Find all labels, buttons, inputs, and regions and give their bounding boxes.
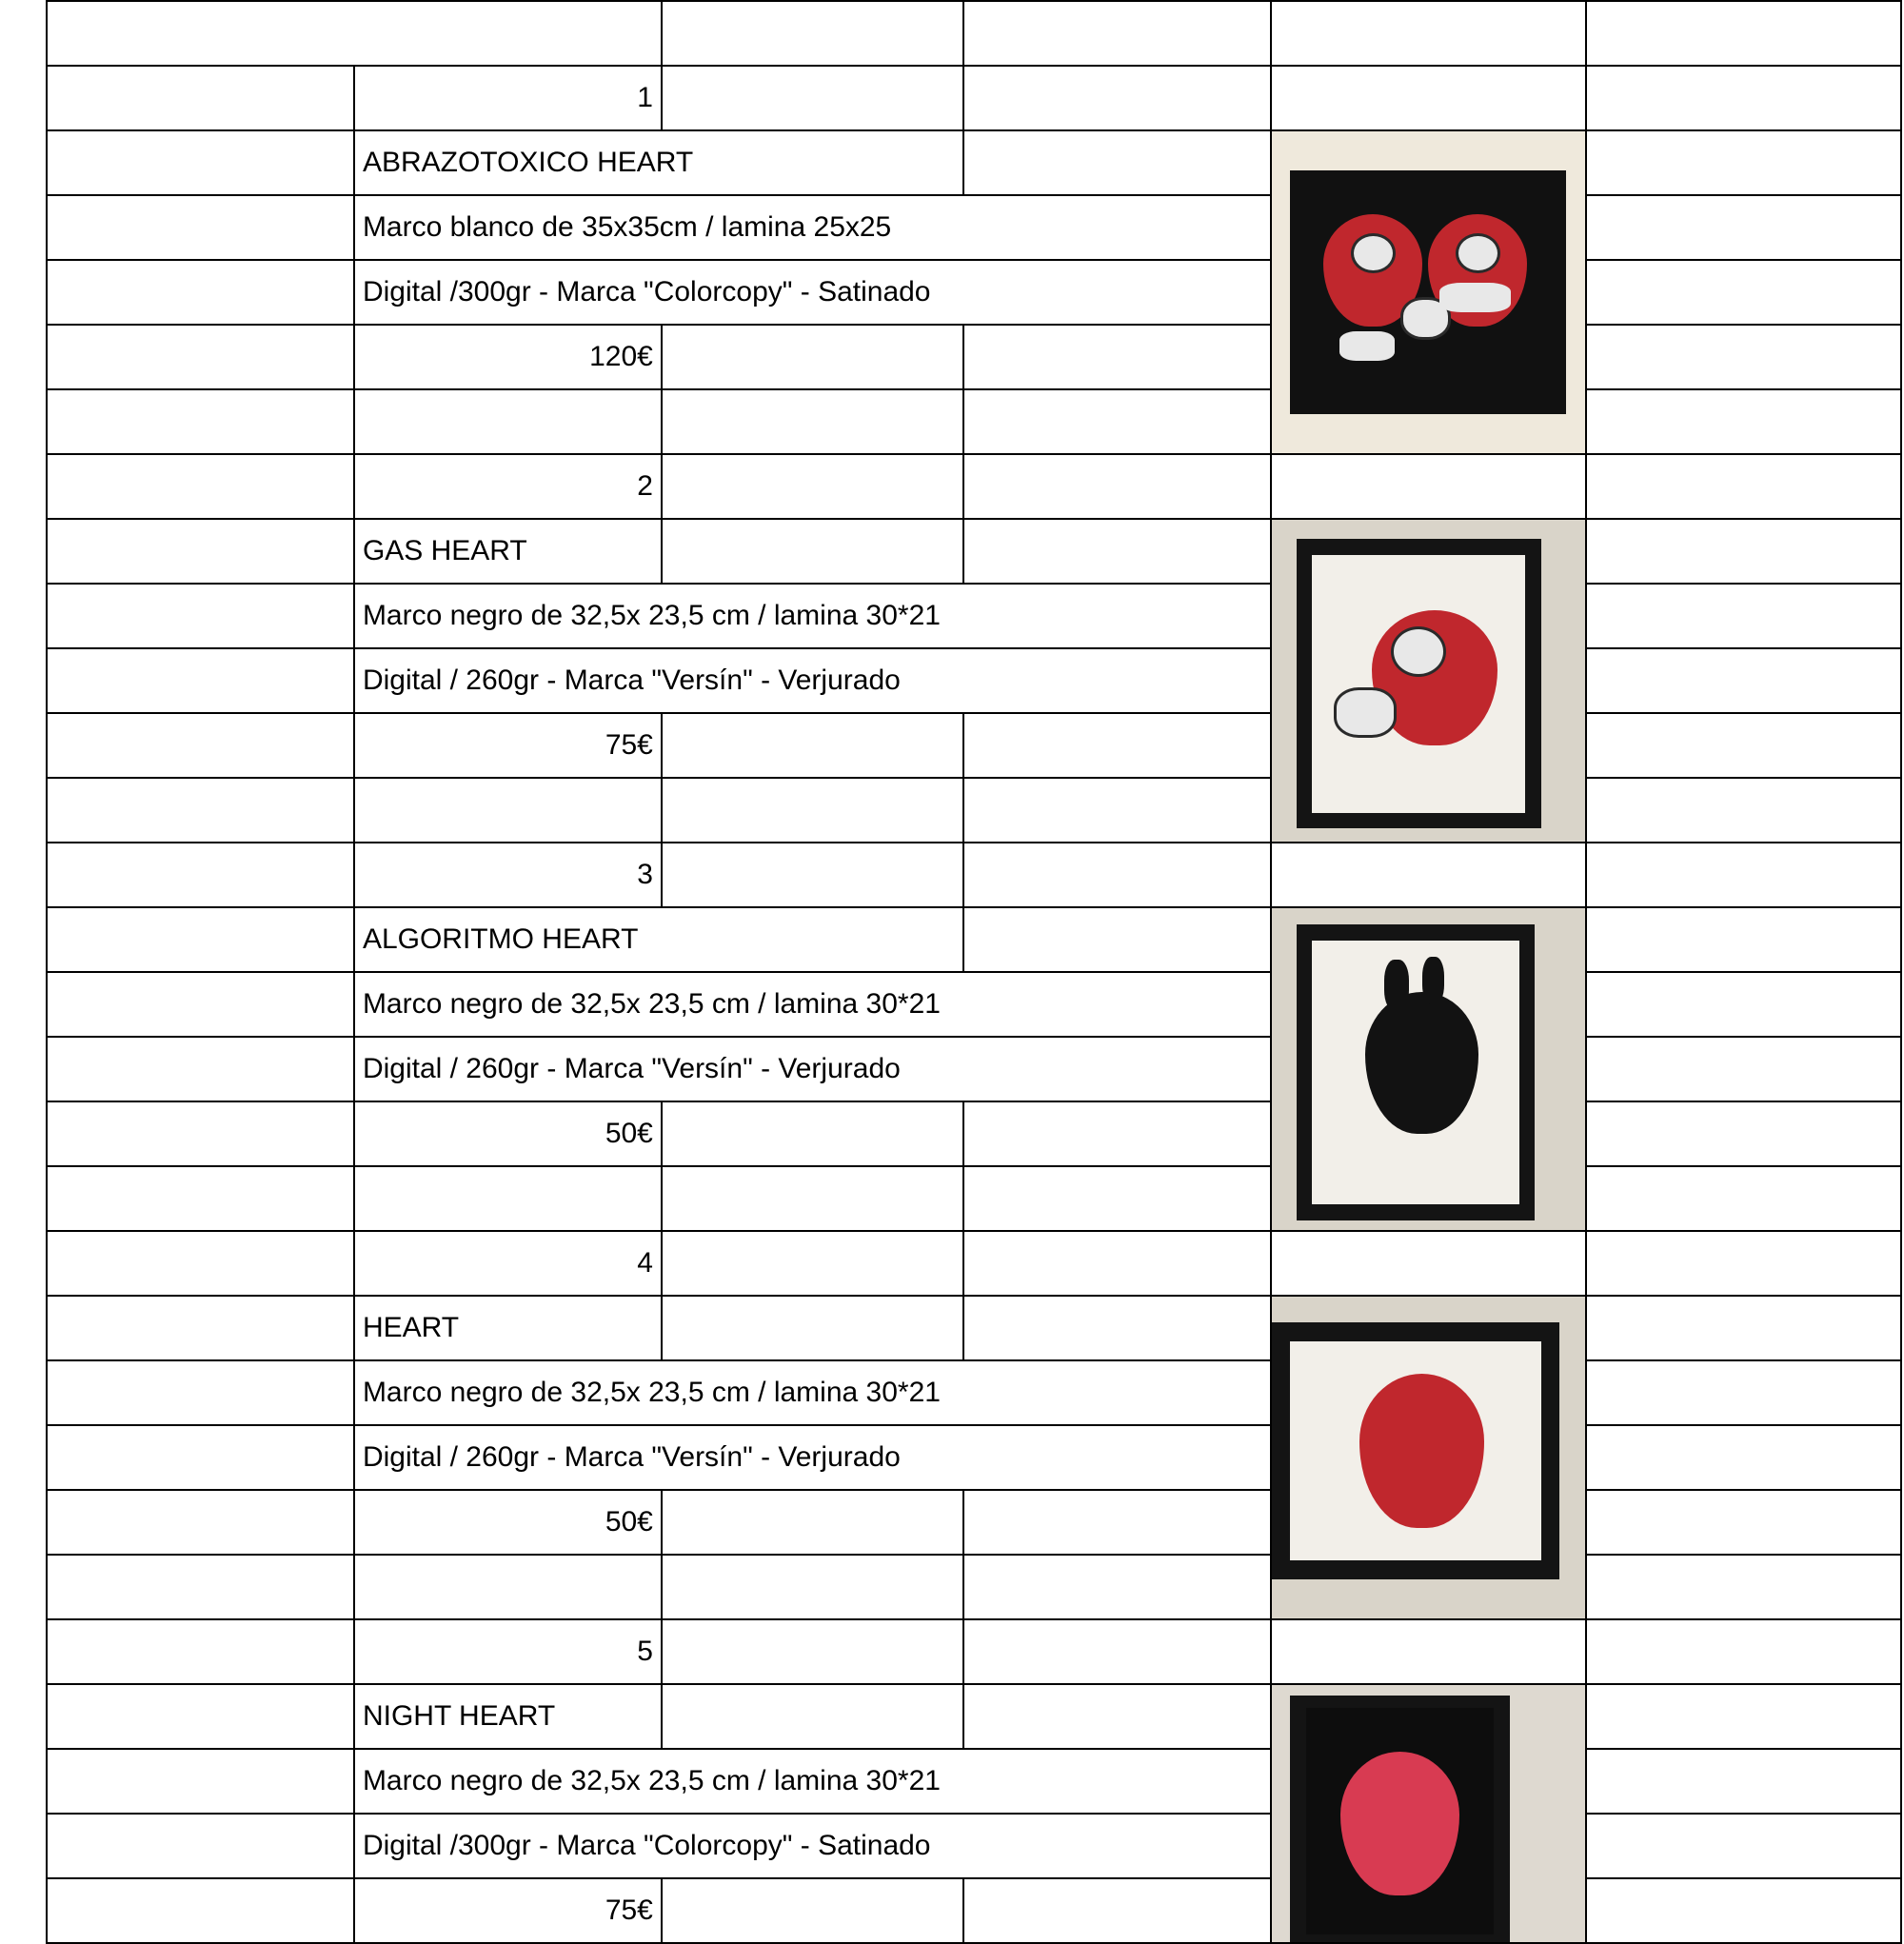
- cell-empty: [662, 1231, 963, 1296]
- cell-empty: [662, 389, 963, 454]
- gas-mask-filter-icon: [1334, 687, 1396, 738]
- cell-empty: [1586, 1360, 1901, 1425]
- catalog-table: [46, 0, 1902, 1944]
- cell-empty: [1586, 907, 1901, 972]
- table-row-texto: [47, 1555, 1901, 1619]
- row-label-texto: Texto (opcional): [47, 1555, 354, 1619]
- cell-empty: [1271, 1231, 1586, 1296]
- item-image-cell: [1271, 1684, 1586, 1943]
- row-label-texto: Texto (opcional): [47, 389, 354, 454]
- item-tecnica-value: Digital /300gr - Marca "Colorcopy" - Satinado: [354, 1814, 1271, 1878]
- item-image-cell: [1271, 1296, 1586, 1619]
- item-precio-value: 75€: [354, 1878, 662, 1943]
- table-row-item-number: [47, 66, 1901, 130]
- cell-empty: [963, 1296, 1271, 1360]
- row-label-tecnica: Técnica: [47, 1814, 354, 1878]
- cell-empty: [1586, 1555, 1901, 1619]
- cell-empty: [47, 1619, 354, 1684]
- item-image-cell: [1271, 519, 1586, 843]
- gas-mask-icon: [1351, 233, 1396, 273]
- cell-empty: [963, 519, 1271, 584]
- item-titulo-value: ALGORITMO HEART: [354, 907, 963, 972]
- table-row-titulo: [47, 907, 1901, 972]
- item-texto-value: [354, 1166, 662, 1231]
- row-label-precio: Precio: [47, 713, 354, 778]
- cell-empty: [1271, 454, 1586, 519]
- night-heart-artwork: [1272, 1685, 1585, 1942]
- row-label-tamano: Tamaño: [47, 1360, 354, 1425]
- item-titulo-value: GAS HEART: [354, 519, 662, 584]
- cell-empty: [963, 66, 1271, 130]
- cell-empty: [1586, 1814, 1901, 1878]
- cell-empty: [963, 843, 1271, 907]
- cell-empty: [1586, 325, 1901, 389]
- table-row-tecnica: [47, 1814, 1901, 1878]
- item-texto-value: [354, 1555, 662, 1619]
- table-row-tamano: [47, 972, 1901, 1037]
- cell-empty: [1586, 713, 1901, 778]
- row-label-precio: Precio: [47, 1101, 354, 1166]
- cell-empty: [662, 1555, 963, 1619]
- row-label-tamano: Tamaño: [47, 1749, 354, 1814]
- row-label-titulo: Título: [47, 1684, 354, 1749]
- table-row-titulo: [47, 519, 1901, 584]
- table-row-tecnica: [47, 1037, 1901, 1101]
- item-tamano-value: Marco negro de 32,5x 23,5 cm / lamina 30*21: [354, 1749, 1271, 1814]
- table-row-tamano: [47, 1360, 1901, 1425]
- table-row-tecnica: [47, 260, 1901, 325]
- cell-empty: [1586, 1490, 1901, 1555]
- item-precio-value: 120€: [354, 325, 662, 389]
- hand-shape: [1339, 331, 1395, 361]
- cell-empty: [662, 325, 963, 389]
- table-row-tecnica: [47, 1425, 1901, 1490]
- item-number: 4: [354, 1231, 662, 1296]
- item-number: 3: [354, 843, 662, 907]
- cell-empty: [662, 1684, 963, 1749]
- row-label-tamano: Tamaño: [47, 195, 354, 260]
- table-row-item-number: [47, 1619, 1901, 1684]
- gas-mask-icon: [1391, 626, 1447, 677]
- row-label-texto: Texto (opcional): [47, 1166, 354, 1231]
- cell-empty: [662, 1166, 963, 1231]
- cell-empty: [662, 519, 963, 584]
- table-row-titulo: [47, 1684, 1901, 1749]
- cell-empty: [1586, 260, 1901, 325]
- sheet-title-banner: @artjtovi #arteria2: [47, 1, 662, 66]
- cell-empty: [963, 1231, 1271, 1296]
- cell-empty: [47, 1231, 354, 1296]
- cell-empty: [47, 454, 354, 519]
- table-row-tamano: [47, 1749, 1901, 1814]
- gas-heart-artwork: [1272, 520, 1585, 842]
- table-row-precio: [47, 1878, 1901, 1943]
- cell-empty: [1586, 972, 1901, 1037]
- row-label-titulo: Título: [47, 1296, 354, 1360]
- row-label-precio: Precio: [47, 1878, 354, 1943]
- cell-empty: [1586, 1166, 1901, 1231]
- table-row-precio: [47, 713, 1901, 778]
- row-label-tamano: Tamaño: [47, 972, 354, 1037]
- artery-shape: [1422, 957, 1444, 1005]
- row-label-precio: Precio: [47, 325, 354, 389]
- cell-empty: [1586, 66, 1901, 130]
- row-label-titulo: Título: [47, 130, 354, 195]
- cell-empty: [1586, 519, 1901, 584]
- row-label-titulo: Título: [47, 519, 354, 584]
- cell-empty: [963, 907, 1271, 972]
- cell-empty: [1586, 454, 1901, 519]
- item-tecnica-value: Digital / 260gr - Marca "Versín" - Verjurado: [354, 1037, 1271, 1101]
- row-label-tecnica: Técnica: [47, 1425, 354, 1490]
- cell-empty: [662, 454, 963, 519]
- table-row-item-number: [47, 843, 1901, 907]
- cell-empty: [963, 1878, 1271, 1943]
- gas-mask-icon: [1456, 233, 1500, 273]
- item-image-cell: [1271, 907, 1586, 1231]
- cell-empty: [963, 1684, 1271, 1749]
- item-tamano-value: Marco blanco de 35x35cm / lamina 25x25: [354, 195, 1271, 260]
- cell-empty: [963, 778, 1271, 843]
- cell-empty: [662, 1296, 963, 1360]
- heart-shape: [1359, 1374, 1485, 1528]
- cell-empty: [963, 1101, 1271, 1166]
- row-label-tamano: Tamaño: [47, 584, 354, 648]
- table-row-item-number: [47, 1231, 1901, 1296]
- item-precio-value: 75€: [354, 713, 662, 778]
- item-tamano-value: Marco negro de 32,5x 23,5 cm / lamina 30*21: [354, 1360, 1271, 1425]
- artwork-inner-canvas: [1290, 170, 1566, 415]
- cell-empty: [662, 1878, 963, 1943]
- abrazotoxico-heart-artwork: [1272, 131, 1585, 453]
- row-label-titulo: Título: [47, 907, 354, 972]
- cell-empty: [662, 713, 963, 778]
- cell-empty: [1586, 1296, 1901, 1360]
- cell-empty: [963, 1555, 1271, 1619]
- cell-empty: [662, 66, 963, 130]
- heart-artwork: [1272, 1297, 1585, 1618]
- item-tamano-value: Marco negro de 32,5x 23,5 cm / lamina 30*21: [354, 584, 1271, 648]
- cell-empty: [963, 325, 1271, 389]
- algoritmo-heart-artwork: [1272, 908, 1585, 1230]
- item-precio-value: 50€: [354, 1490, 662, 1555]
- table-row-titulo: [47, 1296, 1901, 1360]
- item-number: 1: [354, 66, 662, 130]
- row-label-texto: Texto (opcional): [47, 778, 354, 843]
- row-label-precio: Precio: [47, 1490, 354, 1555]
- cell-empty: [1586, 1684, 1901, 1749]
- cell-empty: [963, 454, 1271, 519]
- table-row-titulo: [47, 130, 1901, 195]
- item-tecnica-value: Digital /300gr - Marca "Colorcopy" - Satinado: [354, 260, 1271, 325]
- row-label-tecnica: Técnica: [47, 1037, 354, 1101]
- cell-empty: [1586, 843, 1901, 907]
- item-titulo-value: HEART: [354, 1296, 662, 1360]
- cell-empty: [1586, 1, 1901, 66]
- cell-empty: [1586, 1037, 1901, 1101]
- cell-empty: [662, 1, 963, 66]
- cell-empty: [963, 1490, 1271, 1555]
- table-row-texto: [47, 1166, 1901, 1231]
- item-precio-value: 50€: [354, 1101, 662, 1166]
- cell-empty: [1586, 1619, 1901, 1684]
- cell-empty: [1586, 648, 1901, 713]
- cell-empty: [1586, 1101, 1901, 1166]
- cell-empty: [662, 1490, 963, 1555]
- table-row-tamano: [47, 195, 1901, 260]
- table-row-texto: [47, 778, 1901, 843]
- cell-empty: [1271, 66, 1586, 130]
- table-row-item-number: [47, 454, 1901, 519]
- cell-empty: [47, 843, 354, 907]
- cell-empty: [1586, 389, 1901, 454]
- cell-empty: [1586, 584, 1901, 648]
- cell-empty: [1271, 1, 1586, 66]
- cell-empty: [963, 389, 1271, 454]
- cell-empty: [1586, 130, 1901, 195]
- cell-empty: [1271, 1619, 1586, 1684]
- cell-empty: [662, 778, 963, 843]
- cell-empty: [1586, 1878, 1901, 1943]
- table-row-banner: [47, 1, 1901, 66]
- item-texto-value: [354, 389, 662, 454]
- row-label-tecnica: Técnica: [47, 648, 354, 713]
- item-texto-value: [354, 778, 662, 843]
- table-row-tecnica: [47, 648, 1901, 713]
- table-row-precio: [47, 1490, 1901, 1555]
- cell-empty: [963, 713, 1271, 778]
- cell-empty: [963, 1166, 1271, 1231]
- cell-empty: [1271, 843, 1586, 907]
- artery-shape: [1384, 960, 1409, 1011]
- item-titulo-value: NIGHT HEART: [354, 1684, 662, 1749]
- arm-shape: [1439, 283, 1511, 312]
- table-row-precio: [47, 1101, 1901, 1166]
- item-tamano-value: Marco negro de 32,5x 23,5 cm / lamina 30*21: [354, 972, 1271, 1037]
- cell-empty: [1586, 195, 1901, 260]
- cell-empty: [1586, 1425, 1901, 1490]
- heart-shape: [1365, 992, 1478, 1134]
- item-number: 5: [354, 1619, 662, 1684]
- row-label-tecnica: Técnica: [47, 260, 354, 325]
- cell-empty: [662, 843, 963, 907]
- item-image-cell: [1271, 130, 1586, 454]
- cell-empty: [1586, 1231, 1901, 1296]
- cell-empty: [662, 1619, 963, 1684]
- cell-empty: [47, 66, 354, 130]
- cell-empty: [963, 130, 1271, 195]
- table-row-precio: [47, 325, 1901, 389]
- table-row-tamano: [47, 584, 1901, 648]
- item-tecnica-value: Digital / 260gr - Marca "Versín" - Verjurado: [354, 1425, 1271, 1490]
- item-number: 2: [354, 454, 662, 519]
- cell-empty: [1586, 778, 1901, 843]
- item-tecnica-value: Digital / 260gr - Marca "Versín" - Verjurado: [354, 648, 1271, 713]
- cell-empty: [1586, 1749, 1901, 1814]
- heart-shape: [1340, 1752, 1459, 1895]
- cell-empty: [963, 1619, 1271, 1684]
- cell-empty: [662, 1101, 963, 1166]
- cell-empty: [963, 1, 1271, 66]
- item-titulo-value: ABRAZOTOXICO HEART: [354, 130, 963, 195]
- table-row-texto: [47, 389, 1901, 454]
